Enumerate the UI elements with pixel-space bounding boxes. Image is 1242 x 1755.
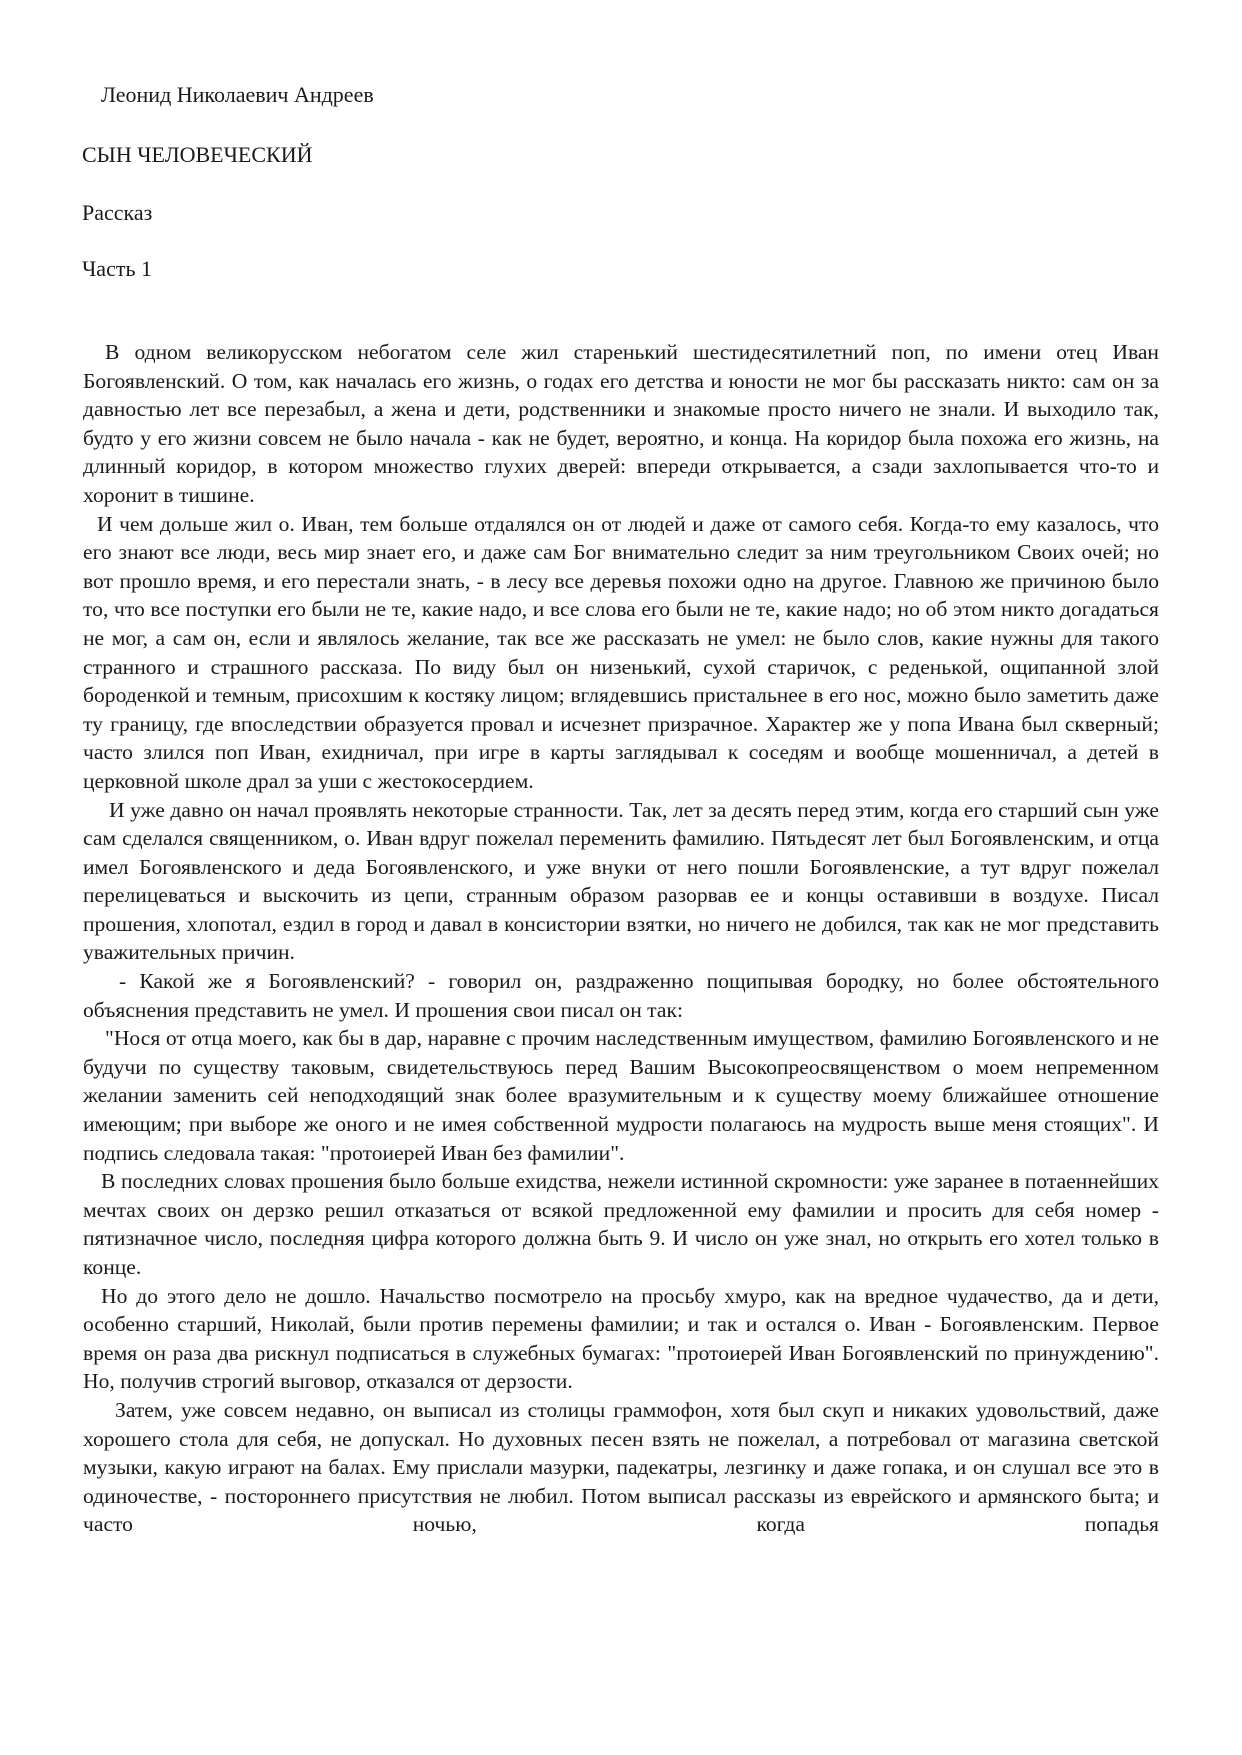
story-body (83, 338, 1159, 1539)
paragraph: В одном великорусском небогатом селе жил старенький шестидесятилетний поп, по имени отец Иван Богоявленский. О том, как началась его жизнь, о годах его детства и юности не мог бы рассказать никто: сам он за давностью лет все перезабыл, а жена и дети, родственники и знакомые просто ничего не знали. И выходило так, будто у его жизни совсем не было начала - как не будет, вероятно, и конца. На коридор была похожа его жизнь, на длинный коридор, в котором множество глухих дверей: впереди открывается, а сзади захлопывается что-то и хоронит в тишине. (83, 340, 1159, 507)
paragraph: В последних словах прошения было больше ехидства, нежели истинной скромности: уже заранее в потаеннейших мечтах своих он дерзко решил отказаться от всякой предложенной ему фамилии и просить для себя номер - пятизначное число, последняя цифра которого должна быть 9. И число он уже знал, но открыть его хотел только в конце. (83, 1169, 1159, 1279)
part-heading: Часть 1 (82, 256, 152, 281)
paragraph: И чем дольше жил о. Иван, тем больше отдалялся он от людей и даже от самого себя. Когда-то ему казалось, что его знают все люди, весь мир знает его, и даже сам Бог внимательно следит за ним треугольником Своих очей; но вот прошло время, и его перестали знать, - в лесу все деревья похожи одно на другое. Главною же причиною было то, что все поступки его были не те, какие надо, и все слова его были не те, какие надо; но об этом никто догадаться не мог, а сам он, если и являлось желание, так все же рассказать не умел: не было слов, какие нужны для такого странного и страшного рассказа. По виду был он низенький, сухой старичок, с реденькой, ощипанной злой бороденкой и темным, присохшим к костяку лицом; вглядевшись пристальнее в его нос, можно было заметить даже ту границу, где впоследствии образуется провал и исчезнет призрачное. Характер же у попа Ивана был скверный; часто злился поп Иван, ехидничал, при игре в карты заглядывал к соседям и вообще мошенничал, а детей в церковной школе драл за уши с жестокосердием. (83, 511, 1159, 793)
story-title: СЫН ЧЕЛОВЕЧЕСКИЙ (82, 142, 313, 167)
paragraph: - Какой же я Богоявленский? - говорил он, раздраженно пощипывая бородку, но более обстоятельного объяснения представить не умел. И прошения свои писал он так: (83, 969, 1159, 1022)
paragraph: Но до этого дело не дошло. Начальство посмотрело на просьбу хмуро, как на вредное чудачество, да и дети, особенно старший, Николай, были против перемены фамилии; и так и остался о. Иван - Богоявленским. Первое время он раза два рискнул подписаться в служебных бумагах: "протоиерей Иван Богоявленский по принуждению". Но, получив строгий выговор, отказался от дерзости. (83, 1283, 1159, 1394)
paragraph: И уже давно он начал проявлять некоторые странности. Так, лет за десять перед этим, когда его старший сын уже сам сделался священником, о. Иван вдруг пожелал переменить фамилию. Пятьдесят лет был Богоявленским, и отца имел Богоявленского и деда Богоявленского, и уже внуки от него пошли Богоявленские, а тут вдруг пожелал перелицеваться и выскочить из цепи, странным образом разорвав ее и концы оставивши в воздухе. Писал прошения, хлопотал, ездил в город и давал в консистории взятки, но ничего не добился, так как не мог представить уважительных причин. (83, 797, 1159, 965)
genre-label: Рассказ (82, 200, 153, 225)
paragraph: Затем, уже совсем недавно, он выписал из столицы граммофон, хотя был скуп и никаких удовольствий, даже хорошего стола для себя, не допускал. Но духовных песен взять не пожелал, а потребовал от магазина светской музыки, какую играют на балах. Ему прислали мазурки, падекатры, лезгинку и даже гопака, и он слушал все это в одиночестве, - постороннего присутствия не любил. Потом выписал рассказы из еврейского и армянского быта; и часто ночью, когда попадья (83, 1397, 1159, 1537)
author-name: Леонид Николаевич Андреев (101, 82, 374, 107)
paragraph: "Нося от отца моего, как бы в дар, наравне с прочим наследственным имуществом, фамилию Богоявленского и не будучи по существу таковым, свидетельствуюсь перед Вашим Высокопреосвященством о моем непременном желании заменить сей неподходящий знак более вразумительным и к существу моему ближайшее отношение имеющим; при выборе же оного и не имея собственной мудрости полагаюсь на мудрость выше меня стоящих". И подпись следовала такая: "протоиерей Иван без фамилии". (83, 1026, 1159, 1165)
